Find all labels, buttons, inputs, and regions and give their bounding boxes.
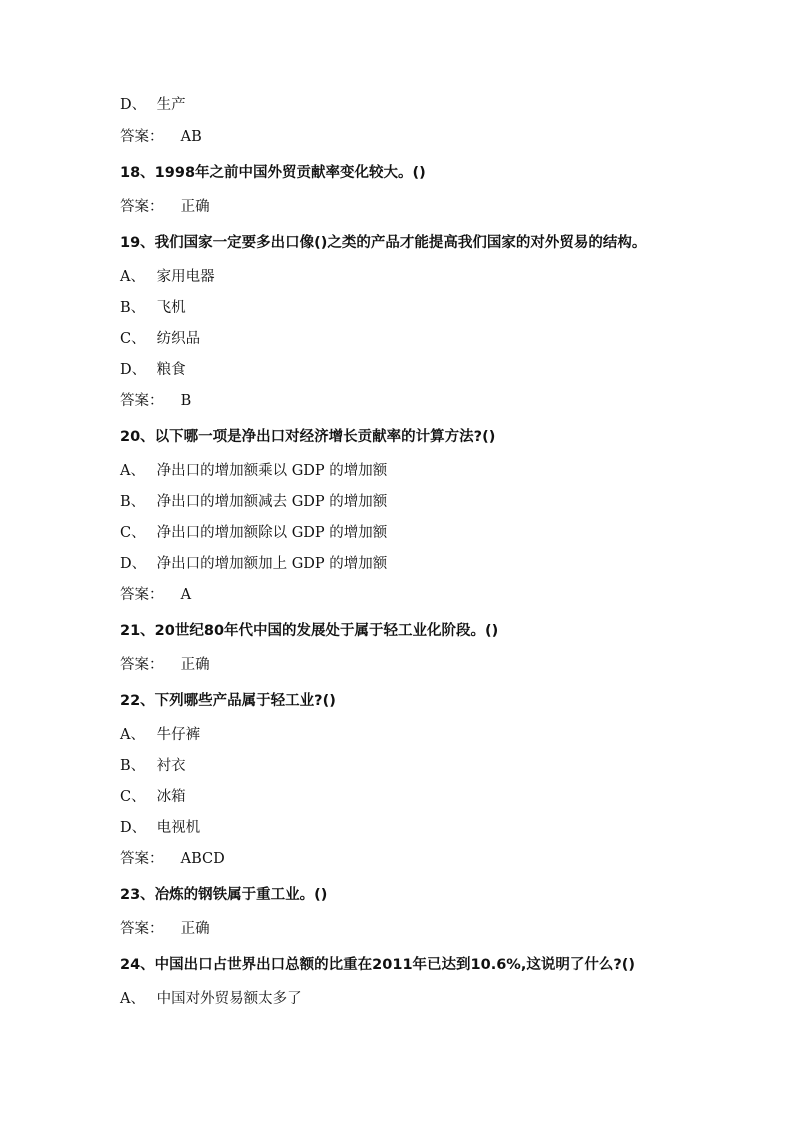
answer-label: 答案：: [120, 587, 164, 603]
option-item: [120, 987, 720, 1011]
option-text: 净出口的增加额除以 GDP 的增加额: [156, 525, 388, 541]
option-text: 衬衣: [156, 758, 186, 774]
answer-label: 答案：: [120, 129, 164, 145]
option-text: 净出口的增加额减去 GDP 的增加额: [156, 494, 388, 510]
option-label: C、: [120, 525, 146, 541]
option-item: [120, 521, 720, 545]
answer-label: 答案：: [120, 199, 164, 215]
answer-line: [120, 583, 720, 607]
answer-value: B: [180, 393, 192, 409]
option-text: 纺织品: [156, 331, 201, 347]
option-label: D、: [120, 97, 147, 113]
question-20: 20、以下哪一项是净出口对经济增长贡献率的计算方法?(): [120, 429, 496, 445]
question-21: 21、20世纪80年代中国的发展处于属于轻工业化阶段。(): [120, 623, 499, 639]
question-22: 22、下列哪些产品属于轻工业?(): [120, 693, 336, 709]
answer-line: [120, 653, 720, 677]
option-text: 净出口的增加额加上 GDP 的增加额: [156, 556, 388, 572]
option-text: 中国对外贸易额太多了: [156, 991, 302, 1007]
answer-label: 答案：: [120, 851, 164, 867]
option-label: C、: [120, 331, 146, 347]
option-label: A、: [120, 991, 145, 1007]
answer-line: [120, 917, 720, 941]
option-item: [120, 552, 720, 576]
answer-line: [120, 847, 720, 871]
answer-line: [120, 389, 720, 413]
answer-value: 正确: [180, 657, 210, 673]
option-label: B、: [120, 300, 146, 316]
option-label: B、: [120, 494, 146, 510]
option-item: [120, 490, 720, 514]
option-item: [120, 327, 720, 351]
answer-line: [120, 125, 720, 149]
question-23: 23、冶炼的钢铁属于重工业。(): [120, 887, 328, 903]
question-19: 19、我们国家一定要多出口像()之类的产品才能提高我们国家的对外贸易的结构。: [120, 235, 647, 251]
option-text: 净出口的增加额乘以 GDP 的增加额: [156, 463, 388, 479]
answer-value: 正确: [180, 921, 210, 937]
option-label: D、: [120, 556, 147, 572]
option-label: B、: [120, 758, 146, 774]
option-label: D、: [120, 362, 147, 378]
answer-value: AB: [180, 129, 202, 145]
option-text: 家用电器: [156, 269, 215, 285]
answer-value: A: [180, 587, 192, 603]
option-item: [120, 265, 720, 289]
option-text: 冰箱: [156, 789, 186, 805]
option-text: 飞机: [156, 300, 186, 316]
option-text: 生产: [156, 97, 186, 113]
option-text: 牛仔裤: [156, 727, 201, 743]
question-24: 24、中国出口占世界出口总额的比重在2011年已达到10.6%,这说明了什么?(): [120, 957, 636, 973]
answer-label: 答案：: [120, 393, 164, 409]
option-label: A、: [120, 463, 145, 479]
option-item: [120, 459, 720, 483]
option-item: [120, 754, 720, 778]
document-page: [120, 93, 720, 1018]
option-label: A、: [120, 269, 145, 285]
answer-value: 正确: [180, 199, 210, 215]
option-item: [120, 296, 720, 320]
option-item: [120, 723, 720, 747]
option-label: C、: [120, 789, 146, 805]
answer-line: [120, 195, 720, 219]
option-item: [120, 358, 720, 382]
option-label: A、: [120, 727, 145, 743]
option-text: 粮食: [156, 362, 186, 378]
option-text: 电视机: [156, 820, 201, 836]
option-item: [120, 93, 720, 117]
option-item: [120, 785, 720, 809]
answer-value: ABCD: [180, 851, 225, 867]
answer-label: 答案：: [120, 921, 164, 937]
question-18: 18、1998年之前中国外贸贡献率变化较大。(): [120, 165, 426, 181]
option-item: [120, 816, 720, 840]
option-label: D、: [120, 820, 147, 836]
answer-label: 答案：: [120, 657, 164, 673]
